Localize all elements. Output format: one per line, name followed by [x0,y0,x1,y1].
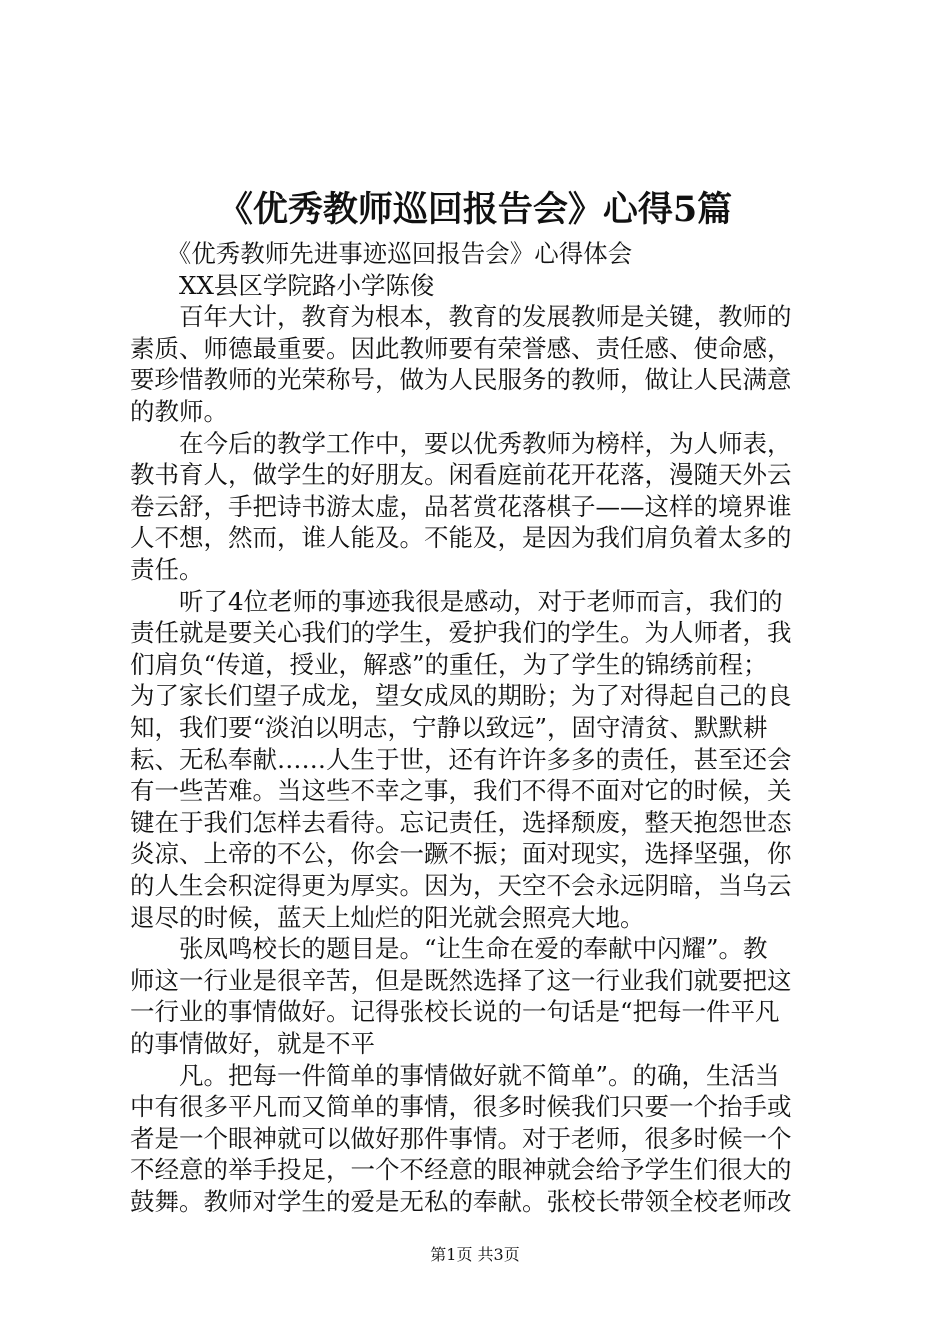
body-line: 者是一个眼神就可以做好那件事情。对于老师，很多时候一个 [130,1123,792,1153]
body-line: 为了家长们望子成龙，望女成凤的期盼；为了对得起自己的良 [130,681,792,711]
body-line: 中有很多平凡而又简单的事情，很多时候我们只要一个抬手或 [130,1092,792,1122]
body-line: 卷云舒，手把诗书游太虚，品茗赏花落棋子——这样的境界谁 [130,491,792,521]
body-line: 《优秀教师先进事迹巡回报告会》心得体会 [130,239,633,268]
body-line: 们肩负“传道，授业，解惑”的重任，为了学生的锦绣前程； [130,649,768,679]
body-line: 师这一行业是很辛苦，但是既然选择了这一行业我们就要把这 [130,965,792,995]
body-line: 张凤鸣校长的题目是。“让生命在爱的奉献中闪耀”。教 [130,934,768,964]
body-line: 责任。 [130,555,204,584]
body-line: 凡。把每一件简单的事情做好就不简单”。的确，生活当 [130,1060,780,1090]
body-line: 退尽的时候，蓝天上灿烂的阳光就会照亮大地。 [130,902,645,932]
body-line: 的教师。 [130,397,228,426]
document-title: 《优秀教师巡回报告会》心得5篇 [217,189,733,230]
body-line: 鼓舞。教师对学生的爱是无私的奉献。张校长带领全校老师改 [130,1187,792,1216]
body-line: 一行业的事情做好。记得张校长说的一句话是“把每一件平凡 [130,997,780,1027]
body-line: 百年大计，教育为根本，教育的发展教师是关键，教师的 [130,302,792,332]
body-line: 听了4位老师的事迹我很是感动，对于老师而言，我们的 [130,586,783,616]
body-line: 素质、师德最重要。因此教师要有荣誉感、责任感、使命感， [130,333,792,363]
body-line: XX县区学院路小学陈俊 [130,270,435,300]
body-line: 键在于我们怎样去看待。忘记责任，选择颓废，整天抱怨世态 [130,807,792,837]
body-line: 的人生会积淀得更为厚实。因为，天空不会永远阴暗，当乌云 [130,871,792,900]
body-line: 责任就是要关心我们的学生，爱护我们的学生。为人师者，我 [130,618,792,648]
body-line: 有一些苦难。当这些不幸之事，我们不得不面对它的时候，关 [130,776,792,806]
body-line: 人不想，然而，谁人能及。不能及，是因为我们肩负着太多的 [130,523,792,553]
page-footer: 第1页 共3页 [430,1245,520,1264]
body-line: 耘、无私奉献……人生于世，还有许许多多的责任，甚至还会 [130,744,792,774]
body-line: 教书育人，做学生的好朋友。闲看庭前花开花落，漫随天外云 [130,460,792,490]
body-line: 不经意的举手投足，一个不经意的眼神就会给予学生们很大的 [130,1155,792,1185]
body-line: 在今后的教学工作中，要以优秀教师为榜样，为人师表， [130,428,792,458]
body-line: 的事情做好，就是不平 [130,1029,375,1058]
body-line: 炎凉、上帝的不公，你会一蹶不振；面对现实，选择坚强，你 [130,839,792,869]
body-line: 知，我们要“淡泊以明志，宁静以致远”，固守清贫、默默耕 [130,713,768,742]
body-line: 要珍惜教师的光荣称号，做为人民服务的教师，做让人民满意 [130,365,792,395]
